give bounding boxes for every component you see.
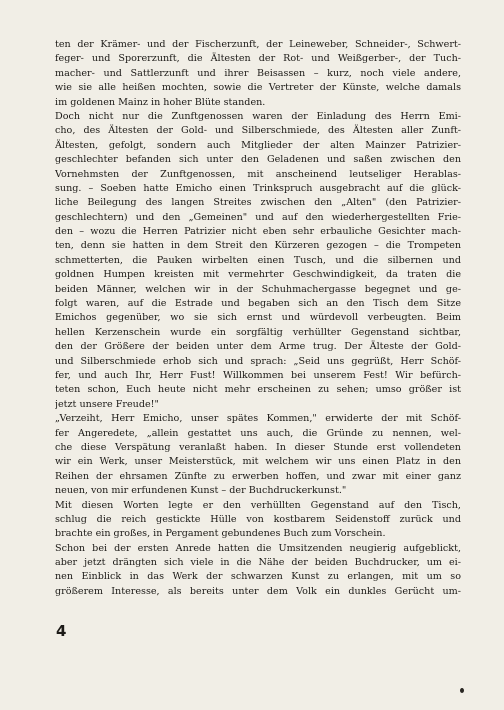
text-line: teten schon, Euch heute nicht mehr erscheinen zu sehen; umso größer ist [55,384,461,396]
text-line: brachte ein großes, in Pergament gebundenes Buch zum Vorschein. [55,528,386,540]
text-line: Reihen der ehrsamen Zünfte zu erwerben hoffen, und zwar mit einer ganz [55,470,461,482]
page-number: 4 [56,622,67,640]
text-line: cho, des Ältesten der Gold- und Silberschmiede, des Ältesten aller Zunft- [55,125,461,137]
text-line: und Silberschmiede erhob sich und sprach: „Seid uns gegrüßt, Herr Schöf- [55,355,461,367]
text-line: fer, und auch Ihr, Herr Fust! Willkommen bei unserem Fest! Wir befürch- [55,369,461,381]
text-line: im goldenen Mainz in hoher Blüte standen. [55,96,266,108]
text-line: Doch nicht nur die Zunftgenossen waren der Einladung des Herrn Emi- [55,110,461,122]
text-line: beiden Männer, welchen wir in der Schuhmachergasse begegnet und ge- [55,283,461,295]
text-line: hellen Kerzenschein wurde ein sorgfältig verhüllter Gegenstand sichtbar, [55,326,461,338]
text-line: macher- und Sattlerzunft und ihrer Beisassen – kurz, noch viele andere, [55,67,461,79]
ink-speck [460,688,464,693]
text-line: Ältesten, gefolgt, sondern auch Mitglieder der alten Mainzer Patrizier- [55,139,461,151]
text-line: che diese Verspätung veranlaßt haben. In dieser Stunde erst vollendeten [55,441,461,453]
text-line: Vornehmsten der Zunftgenossen, mit anscheinend leutseliger Herablas- [55,168,461,180]
text-line: neuen, von mir erfundenen Kunst – der Buchdruckerkunst." [55,485,347,497]
text-line: goldnen Humpen kreisten mit vermehrter Geschwindigkeit, da traten die [55,269,461,281]
text-line: wir ein Werk, unser Meisterstück, mit welchem wir uns einen Platz in den [55,456,461,468]
text-line: Emichos gegenüber, wo sie sich ernst und würdevoll verbeugten. Beim [55,312,461,324]
text-line: jetzt unsere Freude!" [55,398,159,410]
text-line: schmetterten, die Pauken wirbelten einen Tusch, und die silbernen und [55,254,461,266]
text-line: den der Größere der beiden unter dem Arme trug. Der Älteste der Gold- [55,341,461,353]
text-line: geschlechtern) und den „Gemeinen" und auf den wiederhergestellten Frie- [55,211,461,223]
text-line: den – wozu die Herren Patrizier nicht eben sehr erbauliche Gesichter mach- [55,226,461,238]
text-line: Schon bei der ersten Anrede hatten die Umsitzenden neugierig aufgeblickt, [55,542,461,554]
text-line: liche Beilegung des langen Streites zwischen den „Alten" (den Patrizier- [55,197,461,209]
text-line: nen Einblick in das Werk der schwarzen Kunst zu erlangen, mit um so [55,571,461,583]
text-line: feger- und Sporerzunft, die Ältesten der Rot- und Weißgerber-, der Tuch- [55,53,461,65]
text-line: ten, denn sie hatten in dem Streit den Kürzeren gezogen – die Trompeten [55,240,461,252]
text-line: schlug die reich gestickte Hülle von kostbarem Seidenstoff zurück und [55,513,461,525]
text-line: Mit diesen Worten legte er den verhüllten Gegenstand auf den Tisch, [55,499,461,511]
text-line: folgt waren, auf die Estrade und begaben sich an den Tisch dem Sitze [55,298,461,310]
text-line: fer Angeredete, „allein gestattet uns auch, die Gründe zu nennen, wel- [55,427,461,439]
text-line: wie sie alle heißen mochten, sowie die Vertreter der Künste, welche damals [55,82,461,94]
text-line: sung. – Soeben hatte Emicho einen Trinkspruch ausgebracht auf die glück- [55,182,461,194]
text-line: ten der Krämer- und der Fischerzunft, der Leineweber, Schneider-, Schwert- [55,39,461,50]
text-line: größerem Interesse, als bereits unter dem Volk ein dunkles Gerücht um- [55,585,461,597]
text-line: aber jetzt drängten sich viele in die Nähe der beiden Buchdrucker, um ei- [55,557,461,569]
text-line: geschlechter befanden sich unter den Geladenen und saßen zwischen den [55,154,461,166]
text-line: „Verzeiht, Herr Emicho, unser spätes Kommen," erwiderte der mit Schöf- [55,413,461,425]
body-text [55,38,461,599]
